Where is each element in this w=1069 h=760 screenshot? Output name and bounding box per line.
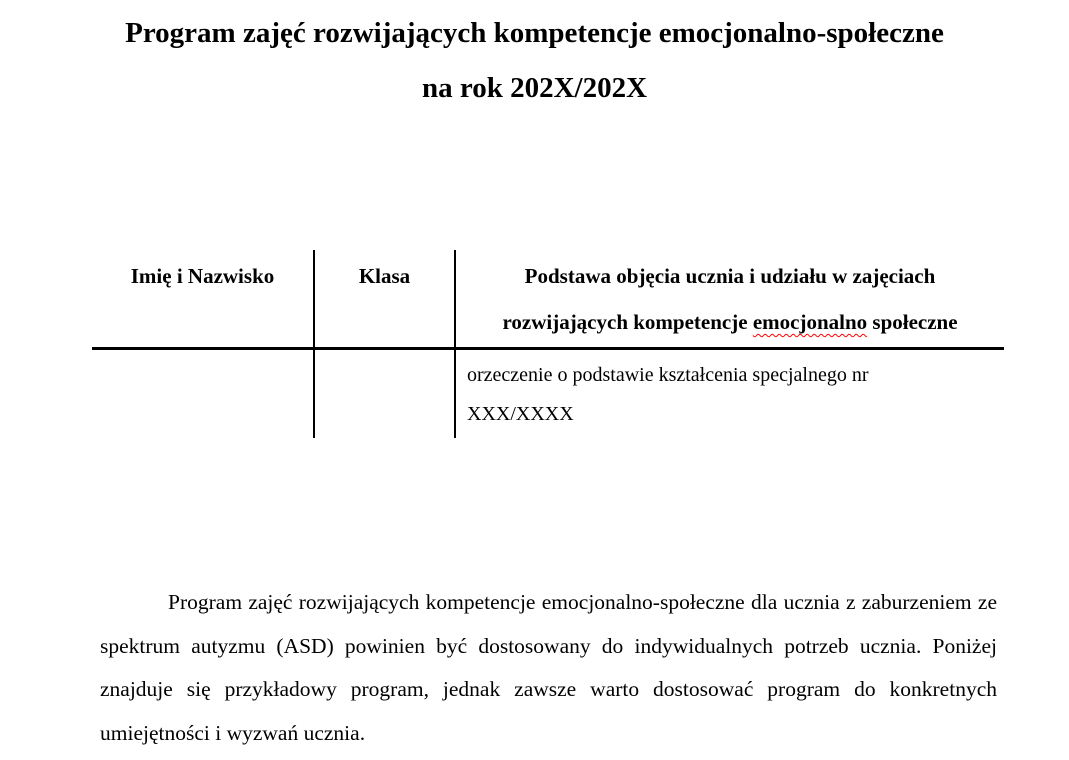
table-header-row (92, 250, 1004, 349)
header-class-label: Klasa (358, 264, 411, 288)
page-title-line-2: na rok 202X/202X (421, 72, 648, 104)
table-row (92, 349, 1004, 438)
header-cell-class[interactable] (314, 250, 455, 349)
header-cell-basis[interactable] (455, 250, 1004, 349)
header-cell-name[interactable] (92, 250, 314, 349)
students-table (92, 250, 1004, 438)
cell-basis-line-1: orzeczenie o podstawie kształcenia specjalnego nr (467, 364, 869, 387)
header-name-label: Imię i Nazwisko (130, 264, 275, 288)
header-basis-line2-post: społeczne (867, 310, 958, 334)
cell-name-empty[interactable] (92, 349, 314, 438)
page-title-line-1: Program zajęć rozwijających kompetencje emocjonalno-społeczne (125, 17, 944, 49)
page-title[interactable] (0, 6, 1069, 116)
misspelled-word: emocjonalno (752, 310, 868, 334)
intro-paragraph[interactable]: Program zajęć rozwijających kompetencje emocjonalno-społeczne dla ucznia z zaburzeniem ze spektrum autyzmu (ASD) powinien być dostosowany do indywidualnych potrzeb ucznia. Poniżej znajduje się przykładowy program, jednak zawsze warto dostosować program do konkretnych umiejętności i wyzwań ucznia. (100, 590, 997, 745)
cell-basis-line-2: XXX/XXXX (467, 403, 574, 426)
header-basis-line-2 (456, 299, 1004, 345)
header-basis-line-1: Podstawa objęcia ucznia i udziału w zajęciach (524, 264, 936, 288)
header-basis-line2-pre: rozwijających kompetencje (502, 310, 753, 334)
cell-basis[interactable] (455, 349, 1004, 438)
cell-class-empty[interactable] (314, 349, 455, 438)
